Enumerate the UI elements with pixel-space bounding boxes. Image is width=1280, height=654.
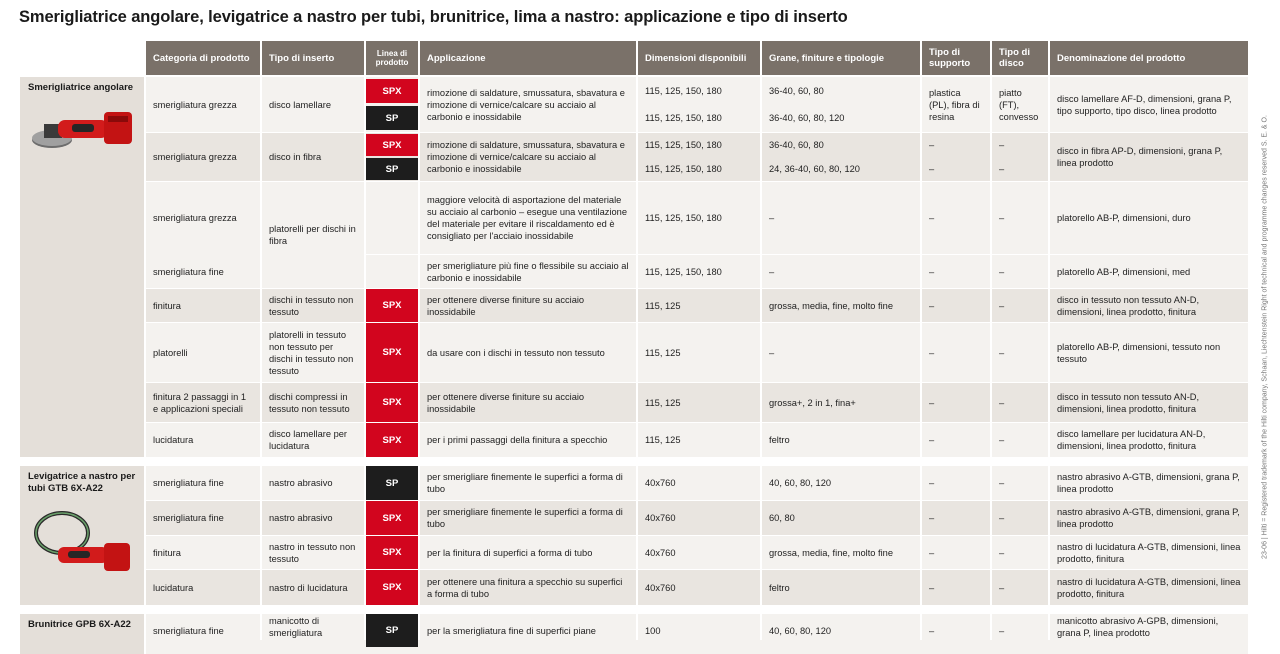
cell-dimensioni: 115, 125, 150, 180: [645, 113, 722, 123]
cell-categoria: lucidatura: [153, 435, 194, 445]
cell-grane: 24, 36-40, 60, 80, 120: [769, 164, 860, 174]
cell-inserto: disco lamellare: [269, 99, 332, 110]
belt-sander-icon: [28, 503, 138, 585]
cell-inserto: nastro abrasivo: [269, 478, 333, 488]
header-tipo-inserto: Tipo di inserto: [262, 41, 364, 75]
cell-applicazione: per smerigliare finemente le superfici a forma di tubo: [427, 507, 623, 529]
cell-supporto: –: [929, 347, 935, 358]
cell-applicazione: per la smerigliatura fine di superfici piane: [427, 625, 596, 636]
cell-supporto: –: [929, 625, 935, 636]
cell-categoria: finitura: [153, 300, 181, 311]
cell-grane: 36-40, 60, 80, 120: [769, 113, 845, 123]
cell-denominazione: disco lamellare per lucidatura AN-D, dimensioni, linea prodotto, finitura: [1057, 429, 1206, 451]
cell-inserto: dischi in tessuto non tessuto: [269, 294, 354, 317]
cell-categoria: lucidatura: [153, 582, 194, 593]
cell-denominazione: disco in fibra AP-D, dimensioni, grana P, linea prodotto: [1057, 146, 1223, 168]
line-badge-spx: SPX: [366, 323, 418, 382]
cell-denominazione: nastro abrasivo A-GTB, dimensioni, grana P, linea prodotto: [1057, 507, 1240, 529]
legal-side-note: 23-06 | Hilti = Registered trademark of the Hilti company, Schaan, Liechtenstein Right of technical and programme changes reserved S. E. & O.: [1261, 115, 1269, 559]
cell-dimensioni: 115, 125: [645, 435, 681, 445]
cell-categoria: platorelli: [153, 347, 188, 358]
cell-grane: –: [769, 266, 775, 277]
product-belt-sander: [20, 466, 144, 605]
header-linea: Linea di prodotto: [366, 41, 418, 75]
cell-dimensioni: 40x760: [645, 478, 676, 488]
cell-supporto: –: [929, 513, 935, 523]
cell-inserto: disco lamellare per lucidatura: [269, 429, 348, 451]
cell-categoria: smerigliatura grezza: [153, 213, 237, 223]
cell-grane: 36-40, 60, 80: [769, 86, 824, 96]
cell-disco: –: [999, 164, 1005, 174]
line-badge-spx: SPX: [366, 501, 418, 535]
cell-applicazione: rimozione di saldature, smussatura, sbavatura e rimozione di vernice/calcare su acciaio al carbonio e inossidabile: [427, 87, 625, 122]
line-badge-sp: SP: [366, 106, 418, 130]
cell-grane: 40, 60, 80, 120: [769, 625, 832, 636]
cell-grane: grossa, media, fine, molto fine: [769, 300, 894, 311]
line-badge-spx: SPX: [366, 570, 418, 605]
cell-disco: –: [999, 213, 1005, 223]
cell-grane: –: [769, 347, 775, 358]
cell-inserto: nastro in tessuto non tessuto: [269, 541, 356, 564]
header-supporto: Tipo di supporto: [922, 41, 990, 75]
cell-disco: –: [999, 435, 1005, 445]
header-applicazione: Applicazione: [420, 41, 636, 75]
cell-disco: –: [999, 140, 1005, 150]
cell-dimensioni: 40x760: [645, 547, 676, 558]
header-categoria: Categoria di prodotto: [146, 41, 260, 75]
cell-applicazione: da usare con i dischi in tessuto non tessuto: [427, 347, 605, 358]
cell-dimensioni: 115, 125, 150, 180: [645, 140, 722, 150]
line-badge-sp: SP: [366, 614, 418, 647]
cell-supporto: –: [929, 164, 935, 174]
line-badge-spx: SPX: [366, 134, 418, 156]
cell-supporto: –: [929, 582, 935, 593]
header-dimensioni: Dimensioni disponibili: [638, 41, 760, 75]
cell-dimensioni: 115, 125, 150, 180: [645, 164, 722, 174]
cell-applicazione: per smerigliare finemente le superfici a forma di tubo: [427, 472, 623, 494]
cell-applicazione: per ottenere una finitura a specchio su superfici a forma di tubo: [427, 576, 623, 599]
product-burnisher: [20, 614, 144, 654]
cell-applicazione: per la finitura di superfici a forma di tubo: [427, 547, 593, 558]
cell-denominazione: nastro di lucidatura A-GTB, dimensioni, linea prodotto, finitura: [1057, 576, 1241, 599]
cell-categoria: smerigliatura fine: [153, 625, 224, 636]
cell-dimensioni: 115, 125: [645, 397, 681, 408]
cell-denominazione: nastro abrasivo A-GTB, dimensioni, grana P, linea prodotto: [1057, 472, 1240, 494]
cell-denominazione: platorello AB-P, dimensioni, med: [1057, 266, 1191, 277]
cell-grane: 60, 80: [769, 513, 795, 523]
line-badge-spx: SPX: [366, 423, 418, 457]
cell-supporto: –: [929, 435, 935, 445]
cell-dimensioni: 115, 125, 150, 180: [645, 213, 722, 223]
cell-inserto: platorelli in tessuto non tessuto per dischi in tessuto non tessuto: [269, 329, 354, 376]
cell-supporto: –: [929, 266, 935, 277]
cell-supporto: –: [929, 300, 935, 311]
cell-dimensioni: 115, 125, 150, 180: [645, 86, 722, 96]
cell-dimensioni: 40x760: [645, 513, 676, 523]
product-name: Smerigliatrice angolare: [28, 82, 134, 93]
cell-denominazione: disco lamellare AF-D, dimensioni, grana P, tipo supporto, tipo disco, linea prodotto: [1057, 93, 1232, 116]
cell-dimensioni: 40x760: [645, 582, 676, 593]
cell-inserto: platorelli per dischi in fibra: [269, 224, 356, 246]
line-badge-spx: SPX: [366, 289, 418, 322]
cell-inserto: nastro di lucidatura: [269, 582, 348, 593]
cell-dimensioni: 115, 125: [645, 347, 681, 358]
cell-denominazione: disco in tessuto non tessuto AN-D, dimensioni, linea prodotto, finitura: [1057, 391, 1200, 414]
cell-disco: –: [999, 478, 1005, 488]
cell-applicazione: rimozione di saldature, smussatura, sbavatura e rimozione di vernice/calcare su acciaio al carbonio e inossidabile: [427, 140, 625, 174]
cell-grane: grossa, media, fine, molto fine: [769, 547, 894, 558]
cell-applicazione: per ottenere diverse finiture su acciaio inossidabile: [427, 294, 585, 317]
cell-supporto: –: [929, 547, 935, 558]
line-badge-sp: SP: [366, 158, 418, 180]
cell-categoria: smerigliatura grezza: [153, 152, 237, 162]
cell-grane: 36-40, 60, 80: [769, 140, 824, 150]
cell-inserto: dischi compressi in tessuto non tessuto: [269, 391, 350, 414]
cell-categoria: smerigliatura grezza: [153, 99, 237, 110]
cell-grane: –: [769, 213, 775, 223]
cell-disco: –: [999, 625, 1005, 636]
cell-categoria: finitura 2 passaggi in 1 e applicazioni speciali: [153, 391, 247, 414]
header-denominazione: Denominazione del prodotto: [1050, 41, 1248, 75]
cell-dimensioni: 100: [645, 625, 661, 636]
cell-dimensioni: 115, 125: [645, 300, 681, 311]
cell-grane: feltro: [769, 435, 790, 445]
cell-applicazione: maggiore velocità di asportazione del materiale su acciaio al carbonio – esegue una ventilazione del materiale per evitare il riscaldamento ed è consigliato per l'acciaio inossidabile: [427, 195, 628, 241]
header-disco: Tipo di disco: [992, 41, 1048, 75]
cell-categoria: smerigliatura fine: [153, 513, 224, 523]
cell-applicazione: per i primi passaggi della finitura a specchio: [427, 435, 608, 445]
line-badge-spx: SPX: [366, 536, 418, 569]
cell-applicazione: per smerigliature più fine o flessibile su acciaio al carbonio e inossidabile: [427, 260, 629, 283]
cell-supporto: plastica (PL), fibra di resina: [929, 87, 980, 122]
cell-disco: –: [999, 582, 1005, 593]
cell-inserto: manicotto di smerigliatura: [269, 616, 323, 638]
line-badge-sp: SP: [366, 466, 418, 500]
cell-inserto: nastro abrasivo: [269, 513, 333, 523]
cell-disco: –: [999, 266, 1005, 277]
product-angle-grinder: [20, 77, 144, 457]
cell-categoria: finitura: [153, 547, 181, 558]
product-name: Levigatrice a nastro per tubi GTB 6X-A22: [28, 471, 136, 494]
line-badge-spx: SPX: [366, 383, 418, 422]
cell-denominazione: platorello AB-P, dimensioni, tessuto non tessuto: [1057, 341, 1221, 364]
cell-supporto: –: [929, 213, 935, 223]
cell-categoria: smerigliatura fine: [153, 266, 224, 277]
cell-disco: –: [999, 397, 1005, 408]
cell-dimensioni: 115, 125, 150, 180: [645, 266, 722, 277]
cell-denominazione: disco in tessuto non tessuto AN-D, dimensioni, linea prodotto, finitura: [1057, 294, 1200, 317]
page-title: Smerigliatrice angolare, levigatrice a nastro per tubi, brunitrice, lima a nastro: applicazione e tipo di inserto: [19, 8, 848, 26]
cell-disco: –: [999, 300, 1005, 311]
cell-denominazione: nastro di lucidatura A-GTB, dimensioni, linea prodotto, finitura: [1057, 541, 1241, 564]
cell-disco: piatto (FT), convesso: [999, 87, 1039, 122]
cell-disco: –: [999, 347, 1005, 358]
angle-grinder-icon: [28, 102, 138, 162]
cell-supporto: –: [929, 140, 935, 150]
cell-disco: –: [999, 547, 1005, 558]
header-grane: Grane, finiture e tipologie: [762, 41, 920, 75]
cell-grane: 40, 60, 80, 120: [769, 478, 832, 488]
cell-grane: feltro: [769, 582, 790, 593]
cell-denominazione: platorello AB-P, dimensioni, duro: [1057, 213, 1191, 223]
cell-supporto: –: [929, 478, 935, 488]
line-badge-spx: SPX: [366, 79, 418, 103]
cell-applicazione: per ottenere diverse finiture su acciaio inossidabile: [427, 391, 585, 414]
cell-inserto: disco in fibra: [269, 152, 322, 162]
cell-disco: –: [999, 513, 1005, 523]
product-name: Brunitrice GPB 6X-A22: [28, 619, 131, 630]
cell-grane: grossa+, 2 in 1, fina+: [769, 397, 856, 408]
cell-supporto: –: [929, 397, 935, 408]
cell-categoria: smerigliatura fine: [153, 478, 224, 488]
cell-denominazione: manicotto abrasivo A-GPB, dimensioni, grana P, linea prodotto: [1057, 616, 1219, 638]
